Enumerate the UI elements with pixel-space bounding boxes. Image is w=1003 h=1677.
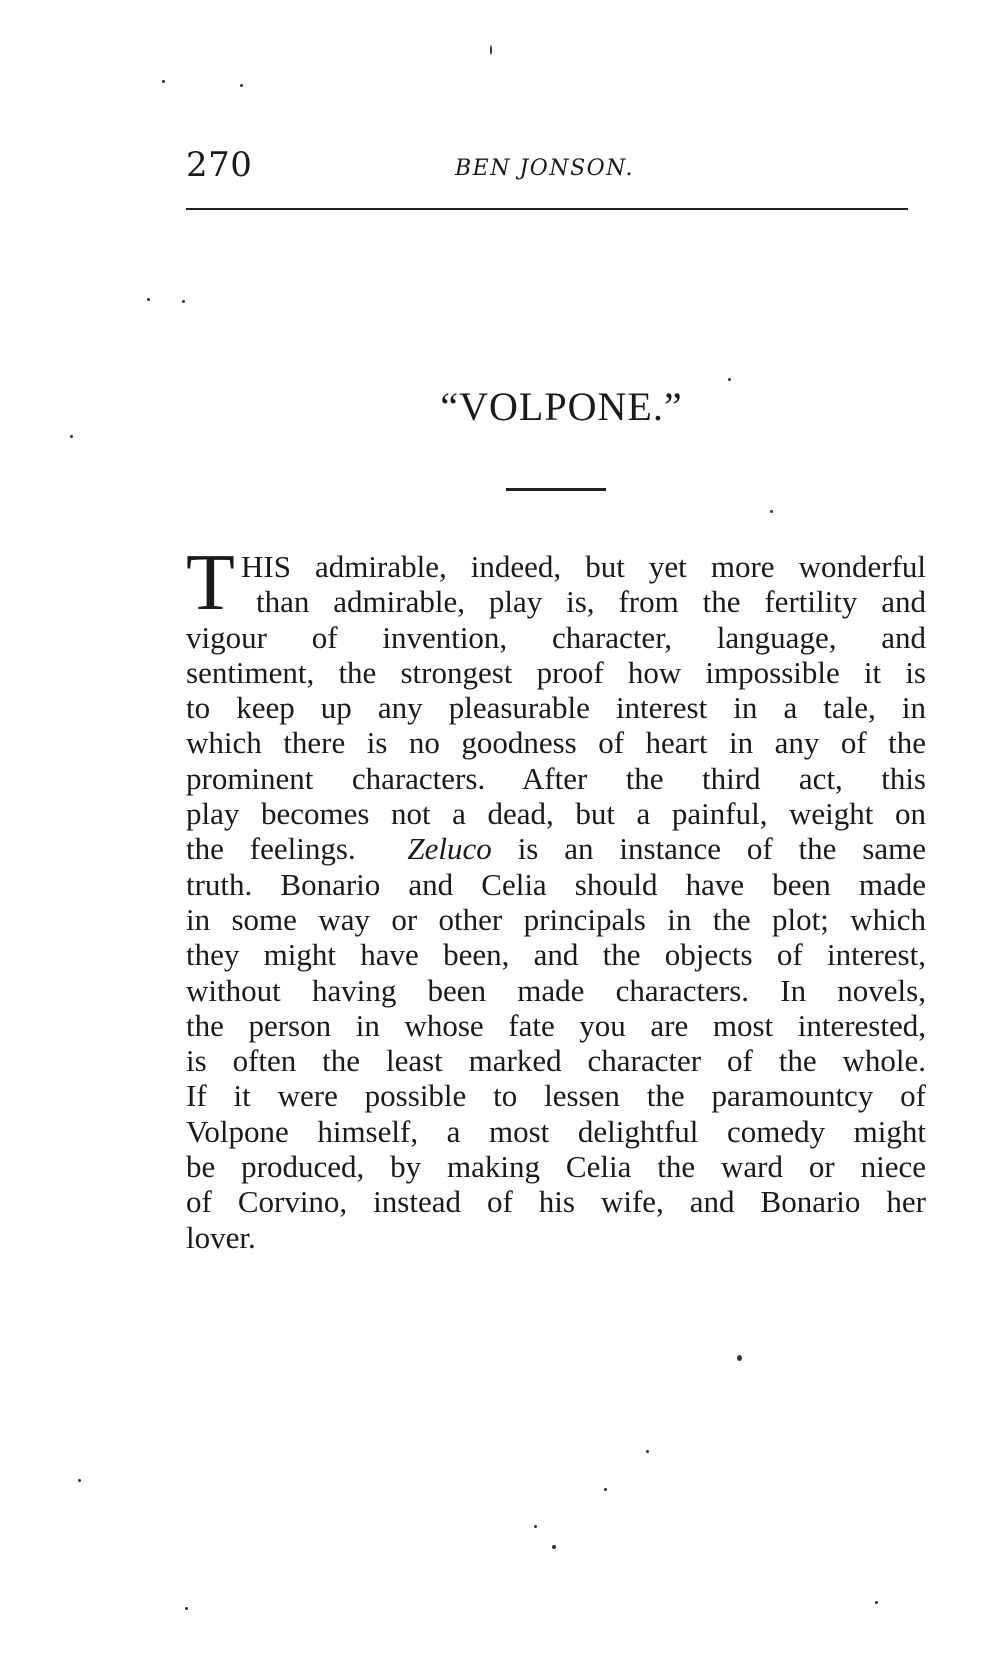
scan-speck bbox=[552, 1545, 556, 1549]
header-rule bbox=[186, 208, 908, 210]
scan-speck bbox=[147, 298, 150, 301]
text-fragment: the feelings. bbox=[186, 831, 356, 867]
text-line: than admirable, play is, from the fertility and bbox=[256, 584, 926, 620]
body-paragraph bbox=[186, 539, 926, 1255]
text-line: the person in whose fate you are most interested, bbox=[186, 1007, 926, 1043]
text-line: to keep up any pleasurable interest in a tale, in bbox=[186, 690, 926, 726]
text-line: prominent characters. After the third act, this bbox=[186, 760, 926, 796]
scan-speck bbox=[182, 300, 185, 303]
text-line: without having been made characters. In novels, bbox=[186, 972, 926, 1008]
scan-speck bbox=[770, 510, 773, 513]
scan-speck bbox=[728, 378, 731, 381]
scan-speck bbox=[185, 1607, 188, 1610]
text-line: they might have been, and the objects of interest, bbox=[186, 937, 926, 973]
scan-speck bbox=[240, 84, 243, 87]
scan-speck bbox=[737, 1355, 742, 1361]
text-line: sentiment, the strongest proof how impossible it is bbox=[186, 654, 926, 690]
text-line bbox=[186, 831, 926, 866]
text-line: in some way or other principals in the plot; which bbox=[186, 901, 926, 937]
title-rule bbox=[506, 488, 606, 491]
scan-speck bbox=[875, 1601, 878, 1604]
text-fragment: is an instance of the same bbox=[517, 831, 926, 867]
text-line: is often the least marked character of the whole. bbox=[186, 1043, 926, 1079]
text-line: truth. Bonario and Celia should have been made bbox=[186, 866, 926, 902]
text-line: HIS admirable, indeed, but yet more wonderful bbox=[241, 549, 926, 584]
scan-speck bbox=[70, 435, 73, 438]
page-number: 270 bbox=[186, 145, 253, 185]
text-line: play becomes not a dead, but a painful, weight on bbox=[186, 796, 926, 832]
scan-speck bbox=[534, 1525, 537, 1528]
running-head: BEN JONSON. bbox=[455, 156, 635, 181]
text-line: lover. bbox=[186, 1219, 256, 1255]
scan-speck bbox=[78, 1479, 81, 1482]
scan-speck bbox=[162, 80, 165, 83]
scan-speck bbox=[646, 1450, 649, 1453]
text-line: Volpone himself, a most delightful comedy might bbox=[186, 1113, 926, 1149]
italic-title-zeluco: Zeluco bbox=[407, 831, 492, 867]
chapter-title: “VOLPONE.” bbox=[440, 384, 683, 429]
text-line: which there is no goodness of heart in any of the bbox=[186, 725, 926, 761]
text-line: If it were possible to lessen the paramountcy of bbox=[186, 1078, 926, 1114]
scan-speck bbox=[490, 45, 492, 55]
text-line: of Corvino, instead of his wife, and Bonario her bbox=[186, 1184, 926, 1220]
scan-speck bbox=[604, 1488, 607, 1491]
text-line: be produced, by making Celia the ward or niece bbox=[186, 1149, 926, 1185]
text-line: vigour of invention, character, language, and bbox=[186, 619, 926, 655]
drop-cap: T bbox=[186, 539, 235, 627]
